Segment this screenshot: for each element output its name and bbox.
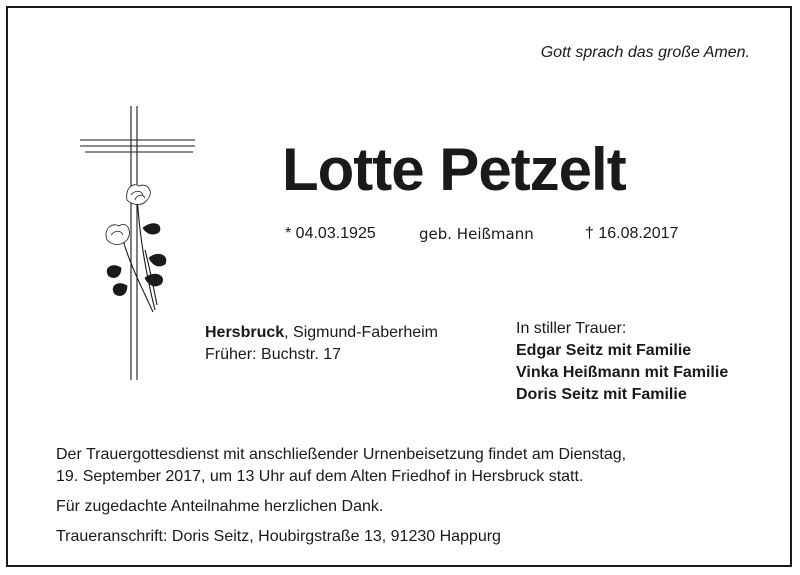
mourner-name: Vinka Heißmann mit Familie bbox=[516, 364, 729, 381]
residence-line bbox=[205, 322, 438, 344]
mourner-name: Doris Seitz mit Familie bbox=[516, 386, 687, 403]
birth-name: geb. Heißmann bbox=[419, 225, 534, 243]
death-date: † 16.08.2017 bbox=[585, 225, 679, 242]
mourners bbox=[516, 318, 728, 406]
residence-town: Hersbruck bbox=[205, 324, 285, 341]
cross-with-rose-icon bbox=[75, 100, 200, 385]
thanks-text: Für zugedachte Anteilnahme herzlichen Dank. bbox=[56, 498, 384, 515]
birth-date: * 04.03.1925 bbox=[285, 225, 376, 242]
mourners-intro: In stiller Trauer: bbox=[516, 320, 627, 337]
residence-place: , Sigmund-Faberheim bbox=[284, 324, 438, 341]
motto: Gott sprach das große Amen. bbox=[540, 44, 750, 61]
residence bbox=[205, 322, 438, 366]
service-info bbox=[56, 444, 756, 548]
mourner-name: Edgar Seitz mit Familie bbox=[516, 342, 692, 359]
former-address: Früher: Buchstr. 17 bbox=[205, 346, 342, 363]
mourning-address: Traueranschrift: Doris Seitz, Houbirgstraße 13, 91230 Happurg bbox=[56, 528, 501, 545]
service-line: 19. September 2017, um 13 Uhr auf dem Alten Friedhof in Hersbruck statt. bbox=[56, 468, 584, 485]
service-line: Der Trauergottesdienst mit anschließender Urnenbeisetzung findet am Dienstag, bbox=[56, 446, 627, 463]
deceased-name: Lotte Petzelt bbox=[282, 136, 626, 203]
